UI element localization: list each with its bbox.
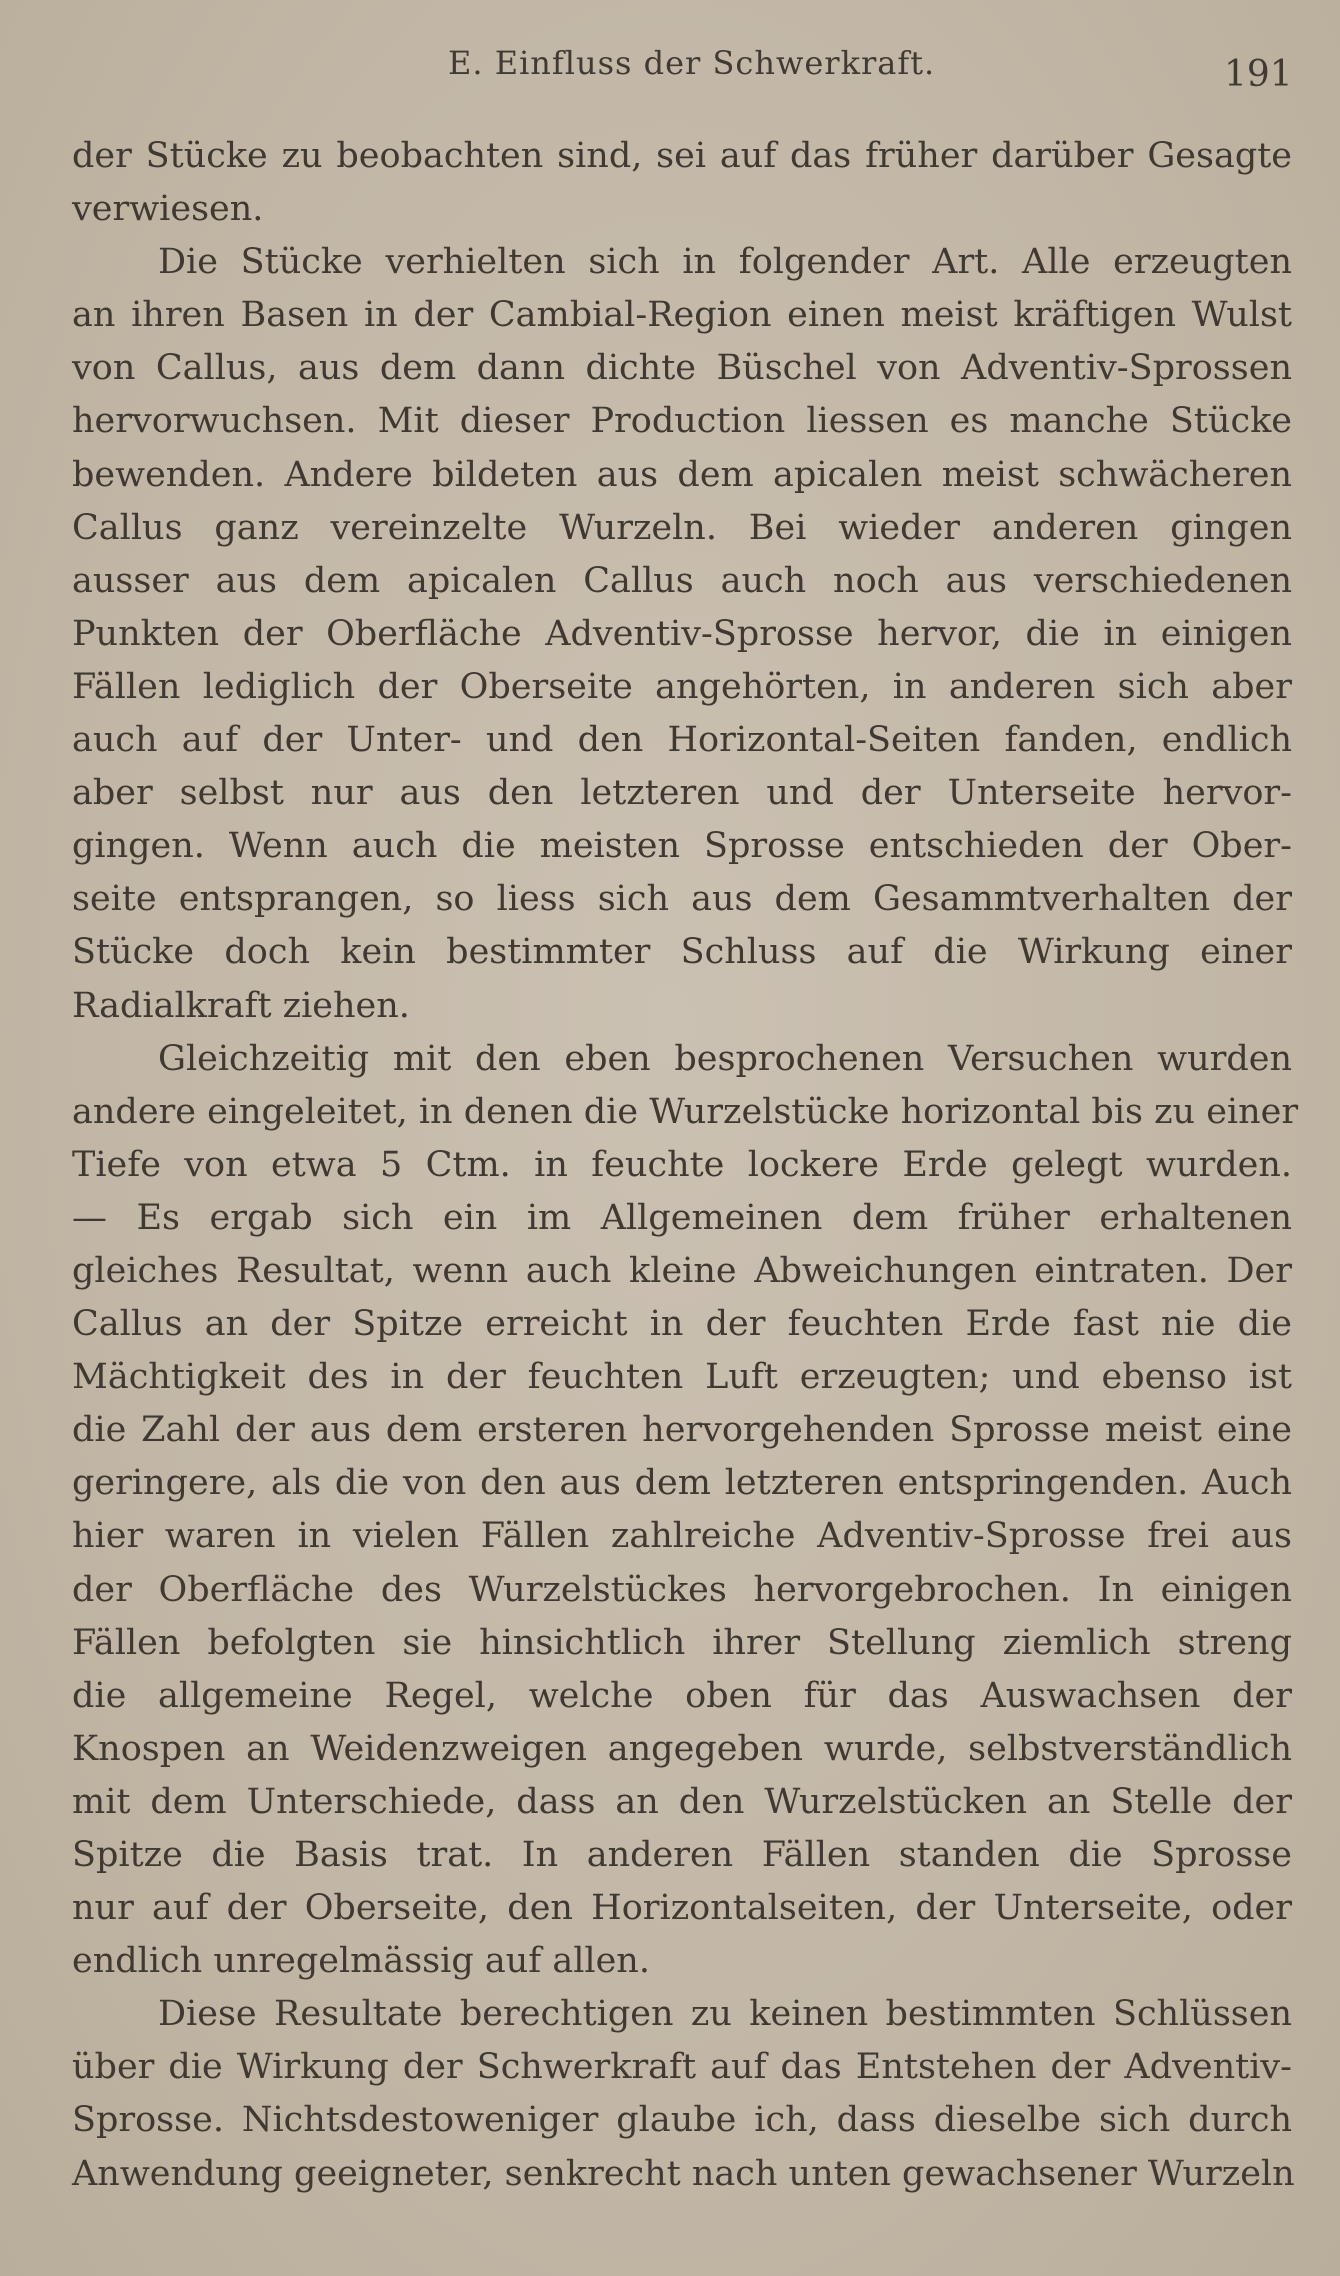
text-line: Tiefe von etwa 5 Ctm. in feuchte lockere Erde gelegt wurden. <box>72 1144 1292 1185</box>
text-line: Knospen an Weidenzweigen angegeben wurde, selbstverständlich <box>72 1728 1292 1769</box>
text-line: ausser aus dem apicalen Callus auch noch aus verschiedenen <box>72 560 1292 601</box>
text-line: geringere, als die von den aus dem letzteren entspringenden. Auch <box>72 1463 1292 1504</box>
text-line: — Es ergab sich ein im Allgemeinen dem früher erhaltenen <box>72 1197 1292 1238</box>
running-head: E. Einfluss der Schwerkraft. <box>448 44 936 82</box>
text-line: verwiesen. <box>72 189 264 230</box>
text-line: andere eingeleitet, in denen die Wurzelstücke horizontal bis zu einer <box>72 1091 1299 1132</box>
text-line: Anwendung geeigneter, senkrecht nach unten gewachsener Wurzeln <box>72 2153 1295 2194</box>
text-line: Callus an der Spitze erreicht in der feuchten Erde fast nie die <box>72 1304 1292 1345</box>
text-line: an ihren Basen in der Cambial-Region einen meist kräftigen Wulst <box>72 295 1292 336</box>
text-line: hier waren in vielen Fällen zahlreiche Adventiv-Sprosse frei aus <box>72 1516 1292 1557</box>
text-line: gingen. Wenn auch die meisten Sprosse entschieden der Ober- <box>72 826 1292 867</box>
text-line: die allgemeine Regel, welche oben für das Auswachsen der <box>72 1675 1292 1716</box>
paragraph-first-line: Die Stücke verhielten sich in folgender Art. Alle erzeugten <box>158 242 1292 283</box>
text-line: der Oberfläche des Wurzelstückes hervorgebrochen. In einigen <box>72 1569 1292 1610</box>
text-line: der Stücke zu beobachten sind, sei auf das früher darüber Gesagte <box>72 136 1292 176</box>
text-line: nur auf der Oberseite, den Horizontalseiten, der Unterseite, oder <box>72 1888 1292 1929</box>
text-line: aber selbst nur aus den letzteren und der Unterseite hervor- <box>72 773 1292 814</box>
text-line: Radialkraft ziehen. <box>72 985 410 1026</box>
paragraph-first-line: Diese Resultate berechtigen zu keinen bestimmten Schlüssen <box>158 1994 1292 2035</box>
text-line: gleiches Resultat, wenn auch kleine Abweichungen eintraten. Der <box>72 1250 1292 1291</box>
text-line: von Callus, aus dem dann dichte Büschel von Adventiv-Sprossen <box>72 348 1292 389</box>
text-line: Callus ganz vereinzelte Wurzeln. Bei wieder anderen gingen <box>72 507 1292 548</box>
text-line: Fällen lediglich der Oberseite angehörten, in anderen sich aber <box>72 666 1292 707</box>
body-text <box>72 130 1299 2201</box>
text-line: endlich unregelmässig auf allen. <box>72 1941 650 1982</box>
text-line: Mächtigkeit des in der feuchten Luft erzeugten; und ebenso ist <box>72 1357 1292 1398</box>
text-line: die Zahl der aus dem ersteren hervorgehenden Sprosse meist eine <box>72 1410 1292 1451</box>
text-line: Spitze die Basis trat. In anderen Fällen standen die Sprosse <box>72 1835 1292 1875</box>
text-line: bewenden. Andere bildeten aus dem apicalen meist schwächeren <box>72 454 1292 495</box>
text-line: über die Wirkung der Schwerkraft auf das Entstehen der Adventiv- <box>72 2047 1292 2088</box>
text-line: Punkten der Oberfläche Adventiv-Sprosse hervor, die in einigen <box>72 613 1292 654</box>
text-line: Fällen befolgten sie hinsichtlich ihrer Stellung ziemlich streng <box>72 1622 1292 1663</box>
text-line: Stücke doch kein bestimmter Schluss auf die Wirkung einer <box>72 932 1292 973</box>
text-line: seite entsprangen, so liess sich aus dem Gesammtverhalten der <box>72 879 1292 920</box>
text-line: hervorwuchsen. Mit dieser Production liessen es manche Stücke <box>72 401 1292 442</box>
text-line: Sprosse. Nichtsdestoweniger glaube ich, dass dieselbe sich durch <box>72 2100 1292 2141</box>
text-line: auch auf der Unter- und den Horizontal-Seiten fanden, endlich <box>72 720 1292 761</box>
paragraph-first-line: Gleichzeitig mit den eben besprochenen Versuchen wurden <box>158 1038 1292 1079</box>
page-number: 191 <box>1224 54 1293 95</box>
text-line: mit dem Unterschiede, dass an den Wurzelstücken an Stelle der <box>72 1781 1292 1822</box>
